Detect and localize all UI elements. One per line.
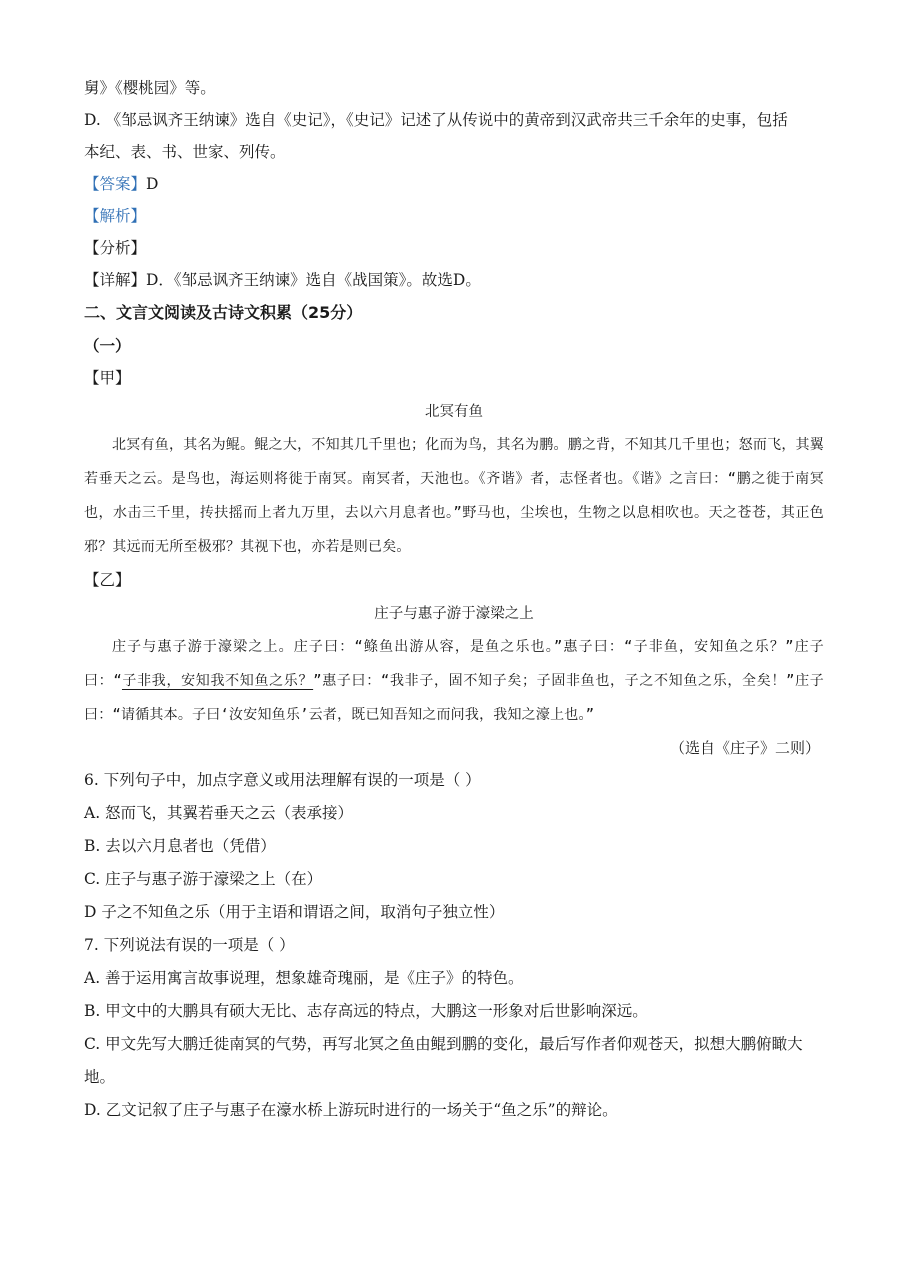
q7-option-a: A. 善于运用寓言故事说理，想象雄奇瑰丽，是《庄子》的特色。 (84, 969, 524, 987)
q6-option-c: C. 庄子与惠子游于濠梁之上（在） (84, 870, 323, 888)
yi-passage (84, 630, 824, 732)
fenxi-tag: 【分析】 (84, 239, 147, 257)
q7-option-d: D. 乙文记叙了庄子与惠子在濠水桥上游玩时进行的一场关于“鱼之乐”的辩论。 (84, 1101, 618, 1119)
option-d-line: D. 《邹忌讽齐王纳谏》选自《史记》，《史记》记述了从传说中的黄帝到汉武帝共三千余年的史事，包括 (84, 111, 788, 129)
yi-title: 庄子与惠子游于濠梁之上 (374, 606, 534, 622)
q6-option-a: A. 怒而飞，其翼若垂天之云（表承接） (84, 804, 354, 822)
q7-option-c: C. 甲文先写大鹏迁徙南冥的气势，再写北冥之鱼由鲲到鹏的变化，最后写作者仰观苍天，拟想大鹏俯瞰大地。 (84, 1035, 803, 1086)
answer-value: D (146, 175, 159, 193)
q6-stem: 6. 下列句子中，加点字意义或用法理解有误的一项是（ ） (84, 771, 481, 789)
source-note: （选自《庄子》二则） (669, 739, 820, 757)
analysis-tag: 【解析】 (84, 207, 147, 225)
yi-text-part-b: ”惠子曰：“我非子，固不知子矣；子固非鱼也，子之不知鱼之乐，全矣！”庄子曰：“请循其本。子曰‘汝安知鱼乐’云者，既已知吾知之而问我，我知之濠上也。” (84, 673, 824, 723)
yi-text-part-a: 庄子与惠子游于濠梁之上。庄子曰：“鲦鱼出游从容，是鱼之乐也。”惠子曰：“子非鱼，安知鱼之乐？”庄子曰：“ (84, 639, 824, 689)
option-d-continuation: 本纪、表、书、世家、列传。 (84, 143, 286, 161)
answer-tag: 【答案】 (84, 175, 147, 193)
section-heading: 二、文言文阅读及古诗文积累（25分） (84, 303, 363, 322)
q6-option-b: B. 去以六月息者也（凭借） (84, 837, 276, 855)
yi-text-underlined: 子非我，安知我不知鱼之乐？ (121, 673, 314, 689)
q7-option-b: B. 甲文中的大鹏具有硕大无比、志存高远的特点，大鹏这一形象对后世影响深远。 (84, 1002, 648, 1020)
text-line: 舅》《樱桃园》等。 (84, 79, 216, 97)
yi-tag: 【乙】 (84, 571, 131, 589)
q6-option-d: D 子之不知鱼之乐（用于主语和谓语之间，取消句子独立性） (84, 903, 505, 921)
jia-title: 北冥有鱼 (425, 404, 483, 420)
answer-line (84, 168, 824, 200)
jia-tag: 【甲】 (84, 369, 131, 387)
jia-passage: 北冥有鱼，其名为鲲。鲲之大，不知其几千里也；化而为鸟，其名为鹏。鹏之背，不知其几千里也；怒而飞，其翼若垂天之云。是鸟也，海运则将徙于南冥。南冥者，天池也。《齐谐》者，志怪者也。《谐》之言曰：“鹏之徙于南冥也，水击三千里，抟扶摇而上者九万里，去以六月息者也。”野马也，尘埃也，生物之以息相吹也。天之苍苍，其正色邪？其远而无所至极邪？其视下也，亦若是则已矣。 (84, 437, 824, 555)
sub-heading: （一） (84, 337, 131, 355)
document-page (84, 72, 824, 1127)
detail-line: 【详解】D．《邹忌讽齐王纳谏》选自《战国策》。故选D。 (84, 271, 481, 289)
q7-stem: 7. 下列说法有误的一项是（ ） (84, 936, 295, 954)
